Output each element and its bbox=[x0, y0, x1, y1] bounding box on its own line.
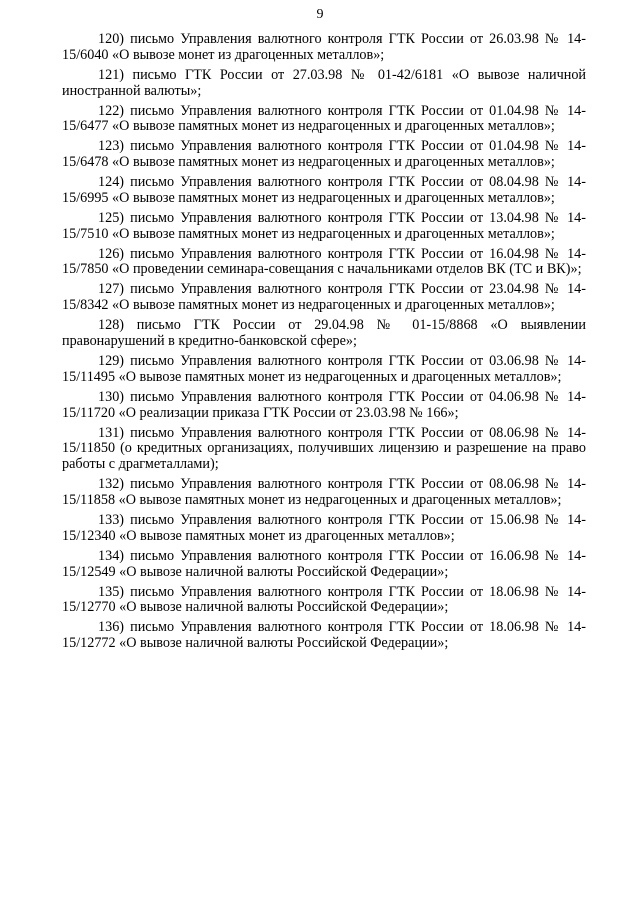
list-item bbox=[62, 477, 586, 509]
list-item bbox=[62, 175, 586, 207]
list-item bbox=[62, 390, 586, 422]
list-item-text: 132) письмо Управления валютного контроля ГТК России от 08.06.98 № 14-15/11858 «О вывозе памятных монет из недрагоценных и драгоценных металлов»; bbox=[62, 476, 586, 508]
list-item-text: 126) письмо Управления валютного контроля ГТК России от 16.04.98 № 14-15/7850 «О проведении семинара-совещания с начальниками отделов ВК (ТС и ВК)»; bbox=[62, 245, 586, 278]
list-item-text: 129) письмо Управления валютного контроля ГТК России от 03.06.98 № 14-15/11495 «О вывозе памятных монет из недрагоценных и драгоценных металлов»; bbox=[62, 353, 586, 385]
list-item-text: 127) письмо Управления валютного контроля ГТК России от 23.04.98 № 14-15/8342 «О вывозе памятных монет из недрагоценных и драгоценных металлов»; bbox=[62, 281, 586, 314]
list-item-text: 122) письмо Управления валютного контроля ГТК России от 01.04.98 № 14-15/6477 «О вывозе памятных монет из недрагоценных и драгоценных металлов»; bbox=[62, 102, 586, 135]
list-item-text: 131) письмо Управления валютного контроля ГТК России от 08.06.98 № 14-15/11850 (о кредитных организациях, получивших лицензию и разрешение на право работы с драгметаллами); bbox=[62, 424, 586, 473]
list-item bbox=[62, 282, 586, 314]
list-item bbox=[62, 318, 586, 350]
list-item bbox=[62, 104, 586, 136]
list-item bbox=[62, 620, 586, 652]
list-item-text: 120) письмо Управления валютного контроля ГТК России от 26.03.98 № 14-15/6040 «О вывозе монет из драгоценных металлов»; bbox=[62, 31, 586, 63]
list-item-text: 135) письмо Управления валютного контроля ГТК России от 18.06.98 № 14-15/12770 «О вывозе наличной валюты Российской Федерации»; bbox=[62, 583, 586, 616]
list-item-text: 130) письмо Управления валютного контроля ГТК России от 04.06.98 № 14-15/11720 «О реализации приказа ГТК России от 23.03.98 № 166»; bbox=[62, 388, 586, 421]
list-item bbox=[62, 32, 586, 64]
list-item bbox=[62, 211, 586, 243]
list-item bbox=[62, 549, 586, 581]
list-item-text: 136) письмо Управления валютного контроля ГТК России от 18.06.98 № 14-15/12772 «О вывозе наличной валюты Российской Федерации»; bbox=[62, 619, 586, 652]
document-body bbox=[62, 32, 586, 656]
list-item-text: 123) письмо Управления валютного контроля ГТК России от 01.04.98 № 14-15/6478 «О вывозе памятных монет из недрагоценных и драгоценных металлов»; bbox=[62, 138, 586, 171]
list-item bbox=[62, 354, 586, 386]
list-item-text: 134) письмо Управления валютного контроля ГТК России от 16.06.98 № 14-15/12549 «О вывозе наличной валюты Российской Федерации»; bbox=[62, 547, 586, 580]
list-item-text: 125) письмо Управления валютного контроля ГТК России от 13.04.98 № 14-15/7510 «О вывозе памятных монет из недрагоценных и драгоценных металлов»; bbox=[62, 209, 586, 242]
list-item bbox=[62, 247, 586, 279]
list-item bbox=[62, 585, 586, 617]
list-item-text: 128) письмо ГТК России от 29.04.98 № 01-15/8868 «О выявлении правонарушений в кредитно-банковской сфере»; bbox=[62, 317, 586, 350]
list-item-text: 133) письмо Управления валютного контроля ГТК России от 15.06.98 № 14-15/12340 «О вывозе памятных монет из драгоценных металлов»; bbox=[62, 511, 586, 544]
list-item bbox=[62, 513, 586, 545]
list-item bbox=[62, 426, 586, 473]
page-number: 9 bbox=[316, 7, 324, 22]
list-item-text: 121) письмо ГТК России от 27.03.98 № 01-42/6181 «О вывозе наличной иностранной валюты»; bbox=[62, 66, 586, 99]
list-item-text: 124) письмо Управления валютного контроля ГТК России от 08.04.98 № 14-15/6995 «О вывозе памятных монет из недрагоценных и драгоценных металлов»; bbox=[62, 174, 586, 206]
list-item bbox=[62, 139, 586, 171]
list-item bbox=[62, 68, 586, 100]
